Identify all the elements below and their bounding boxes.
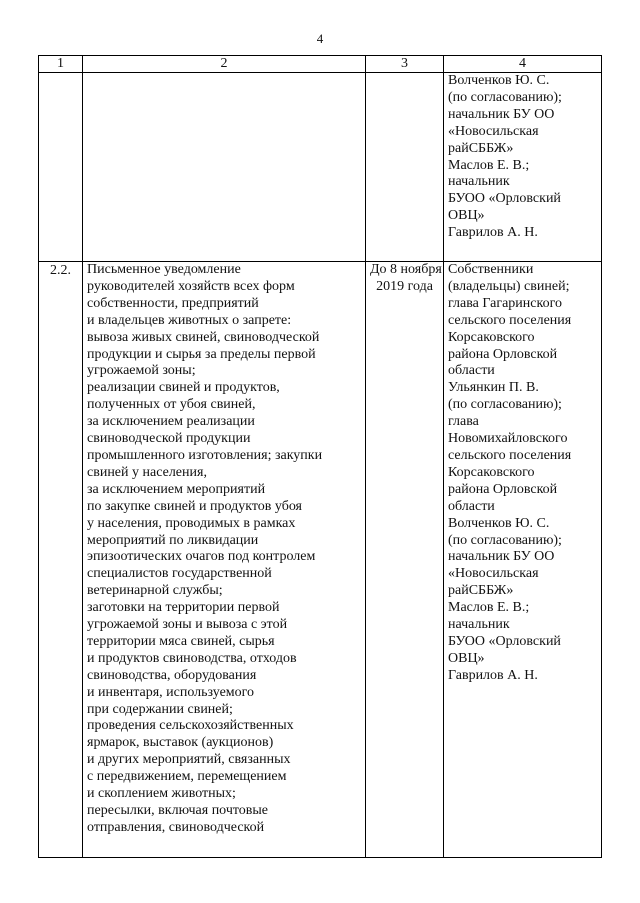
deadline-line: До 8 ноября bbox=[370, 262, 442, 277]
responsible-line: области bbox=[448, 498, 495, 514]
column-number-1: 1 bbox=[39, 56, 83, 73]
measure-text-line: свиней у населения, bbox=[87, 464, 207, 480]
measure-text-line: и инвентаря, используемого bbox=[87, 684, 255, 700]
responsible-line: глава bbox=[448, 414, 479, 430]
measure-text-line: пересылки, включая почтовые bbox=[87, 803, 269, 818]
measure-text-line: эпизоотических очагов под контролем bbox=[87, 549, 316, 565]
measure-text-line: территории мяса свиней, сырья bbox=[87, 633, 275, 649]
measure-text-line: и продуктов свиноводства, отходов bbox=[87, 650, 297, 666]
cell-text-empty bbox=[83, 73, 366, 262]
measure-text-line: у населения, проводимых в рамках bbox=[87, 515, 296, 531]
column-number-3: 3 bbox=[366, 56, 444, 73]
column-number-row bbox=[39, 56, 602, 73]
measure-text-line: отправления, свиноводческой bbox=[87, 819, 265, 835]
responsible-line: Корсаковского bbox=[448, 464, 535, 480]
responsible-line: БУОО «Орловский bbox=[448, 633, 561, 649]
measure-text-line: и владельцев животных о запрете: bbox=[87, 312, 292, 328]
cell-measure-text bbox=[83, 262, 366, 858]
responsible-line: района Орловской bbox=[448, 346, 558, 362]
cell-number-empty bbox=[39, 73, 83, 262]
cell-deadline bbox=[366, 262, 444, 858]
measure-text-line: за исключением мероприятий bbox=[87, 481, 266, 497]
responsible-line: (по согласованию); bbox=[448, 89, 562, 105]
responsible-line: начальник bbox=[448, 617, 510, 633]
responsible-line: БУОО «Орловский bbox=[448, 191, 561, 207]
measures-table bbox=[38, 55, 602, 858]
measure-text-line: заготовки на территории первой bbox=[87, 600, 280, 616]
cell-responsible-continued bbox=[444, 73, 602, 262]
responsible-line: райСББЖ» bbox=[448, 583, 514, 599]
measure-text-line: угрожаемой зоны и вывоза с этой bbox=[87, 617, 288, 633]
responsible-line: «Новосильская bbox=[448, 123, 539, 139]
responsible-line: ОВЦ» bbox=[448, 208, 485, 224]
measure-text-line: реализации свиней и продуктов, bbox=[87, 380, 280, 396]
table-row-continuation bbox=[39, 73, 602, 262]
measure-text-line: и скоплением животных; bbox=[87, 786, 236, 802]
measure-text-line: и других мероприятий, связанных bbox=[87, 752, 291, 768]
responsible-line: Волченков Ю. С. bbox=[448, 73, 550, 88]
measure-text-line: проведения сельскохозяйственных bbox=[87, 718, 294, 734]
measure-text-line: руководителей хозяйств всех форм bbox=[87, 278, 295, 294]
responsible-line: (по согласованию); bbox=[448, 532, 562, 548]
responsible-line: «Новосильская bbox=[448, 566, 539, 582]
responsible-line: сельского поселения bbox=[448, 447, 572, 463]
page-number: 4 bbox=[316, 31, 324, 46]
measure-text-line: за исключением реализации bbox=[87, 414, 255, 430]
responsible-line: сельского поселения bbox=[448, 312, 572, 328]
cell-deadline-empty bbox=[366, 73, 444, 262]
responsible-line: райСББЖ» bbox=[448, 140, 514, 156]
responsible-line: ОВЦ» bbox=[448, 650, 485, 666]
measure-text-line: вывоза живых свиней, свиноводческой bbox=[87, 329, 320, 345]
responsible-line: начальник БУ ОО bbox=[448, 549, 555, 565]
responsible-line: Новомихайловского bbox=[448, 431, 568, 447]
measure-text-line: свиноводческой продукции bbox=[87, 431, 251, 447]
measure-text-line: мероприятий по ликвидации bbox=[87, 532, 259, 548]
responsible-line: Маслов Е. В.; bbox=[448, 157, 530, 173]
responsible-line: Гаврилов А. Н. bbox=[448, 225, 538, 241]
measure-text-line: продукции и сырья за пределы первой bbox=[87, 346, 316, 362]
responsible-line: Маслов Е. В.; bbox=[448, 600, 530, 616]
table-row-2-2 bbox=[39, 262, 602, 858]
measure-text-line: при содержании свиней; bbox=[87, 701, 233, 717]
responsible-line: Корсаковского bbox=[448, 329, 535, 345]
measure-text-line: ветеринарной службы; bbox=[87, 583, 223, 599]
responsible-line: (по согласованию); bbox=[448, 397, 562, 413]
responsible-line: начальник bbox=[448, 174, 510, 190]
measure-text-line: свиноводства, оборудования bbox=[87, 667, 257, 683]
measure-text-line: угрожаемой зоны; bbox=[87, 363, 196, 379]
measure-text-line: специалистов государственной bbox=[87, 566, 272, 582]
responsible-line: Волченков Ю. С. bbox=[448, 515, 550, 531]
measure-text-line: собственности, предприятий bbox=[87, 295, 259, 311]
responsible-line: (владельцы) свиней; bbox=[448, 278, 570, 294]
column-number-2: 2 bbox=[83, 56, 366, 73]
measure-text-line: ярмарок, выставок (аукционов) bbox=[87, 735, 274, 751]
responsible-line: начальник БУ ОО bbox=[448, 106, 555, 122]
measure-text-line: с передвижением, перемещением bbox=[87, 769, 287, 785]
responsible-line: района Орловской bbox=[448, 481, 558, 497]
column-number-4: 4 bbox=[444, 56, 602, 73]
row-number: 2.2. bbox=[39, 262, 83, 858]
responsible-line: глава Гагаринского bbox=[448, 295, 562, 311]
responsible-line: Ульянкин П. В. bbox=[448, 380, 539, 396]
deadline-line: 2019 года bbox=[376, 278, 433, 294]
measure-text-line: Письменное уведомление bbox=[87, 262, 241, 277]
measure-text-line: промышленного изготовления; закупки bbox=[87, 447, 323, 463]
responsible-line: области bbox=[448, 363, 495, 379]
responsible-line: Гаврилов А. Н. bbox=[448, 667, 538, 683]
measure-text-line: полученных от убоя свиней, bbox=[87, 397, 256, 413]
measure-text-line: по закупке свиней и продуктов убоя bbox=[87, 498, 302, 514]
cell-responsible bbox=[444, 262, 602, 858]
responsible-line: Собственники bbox=[448, 262, 534, 277]
